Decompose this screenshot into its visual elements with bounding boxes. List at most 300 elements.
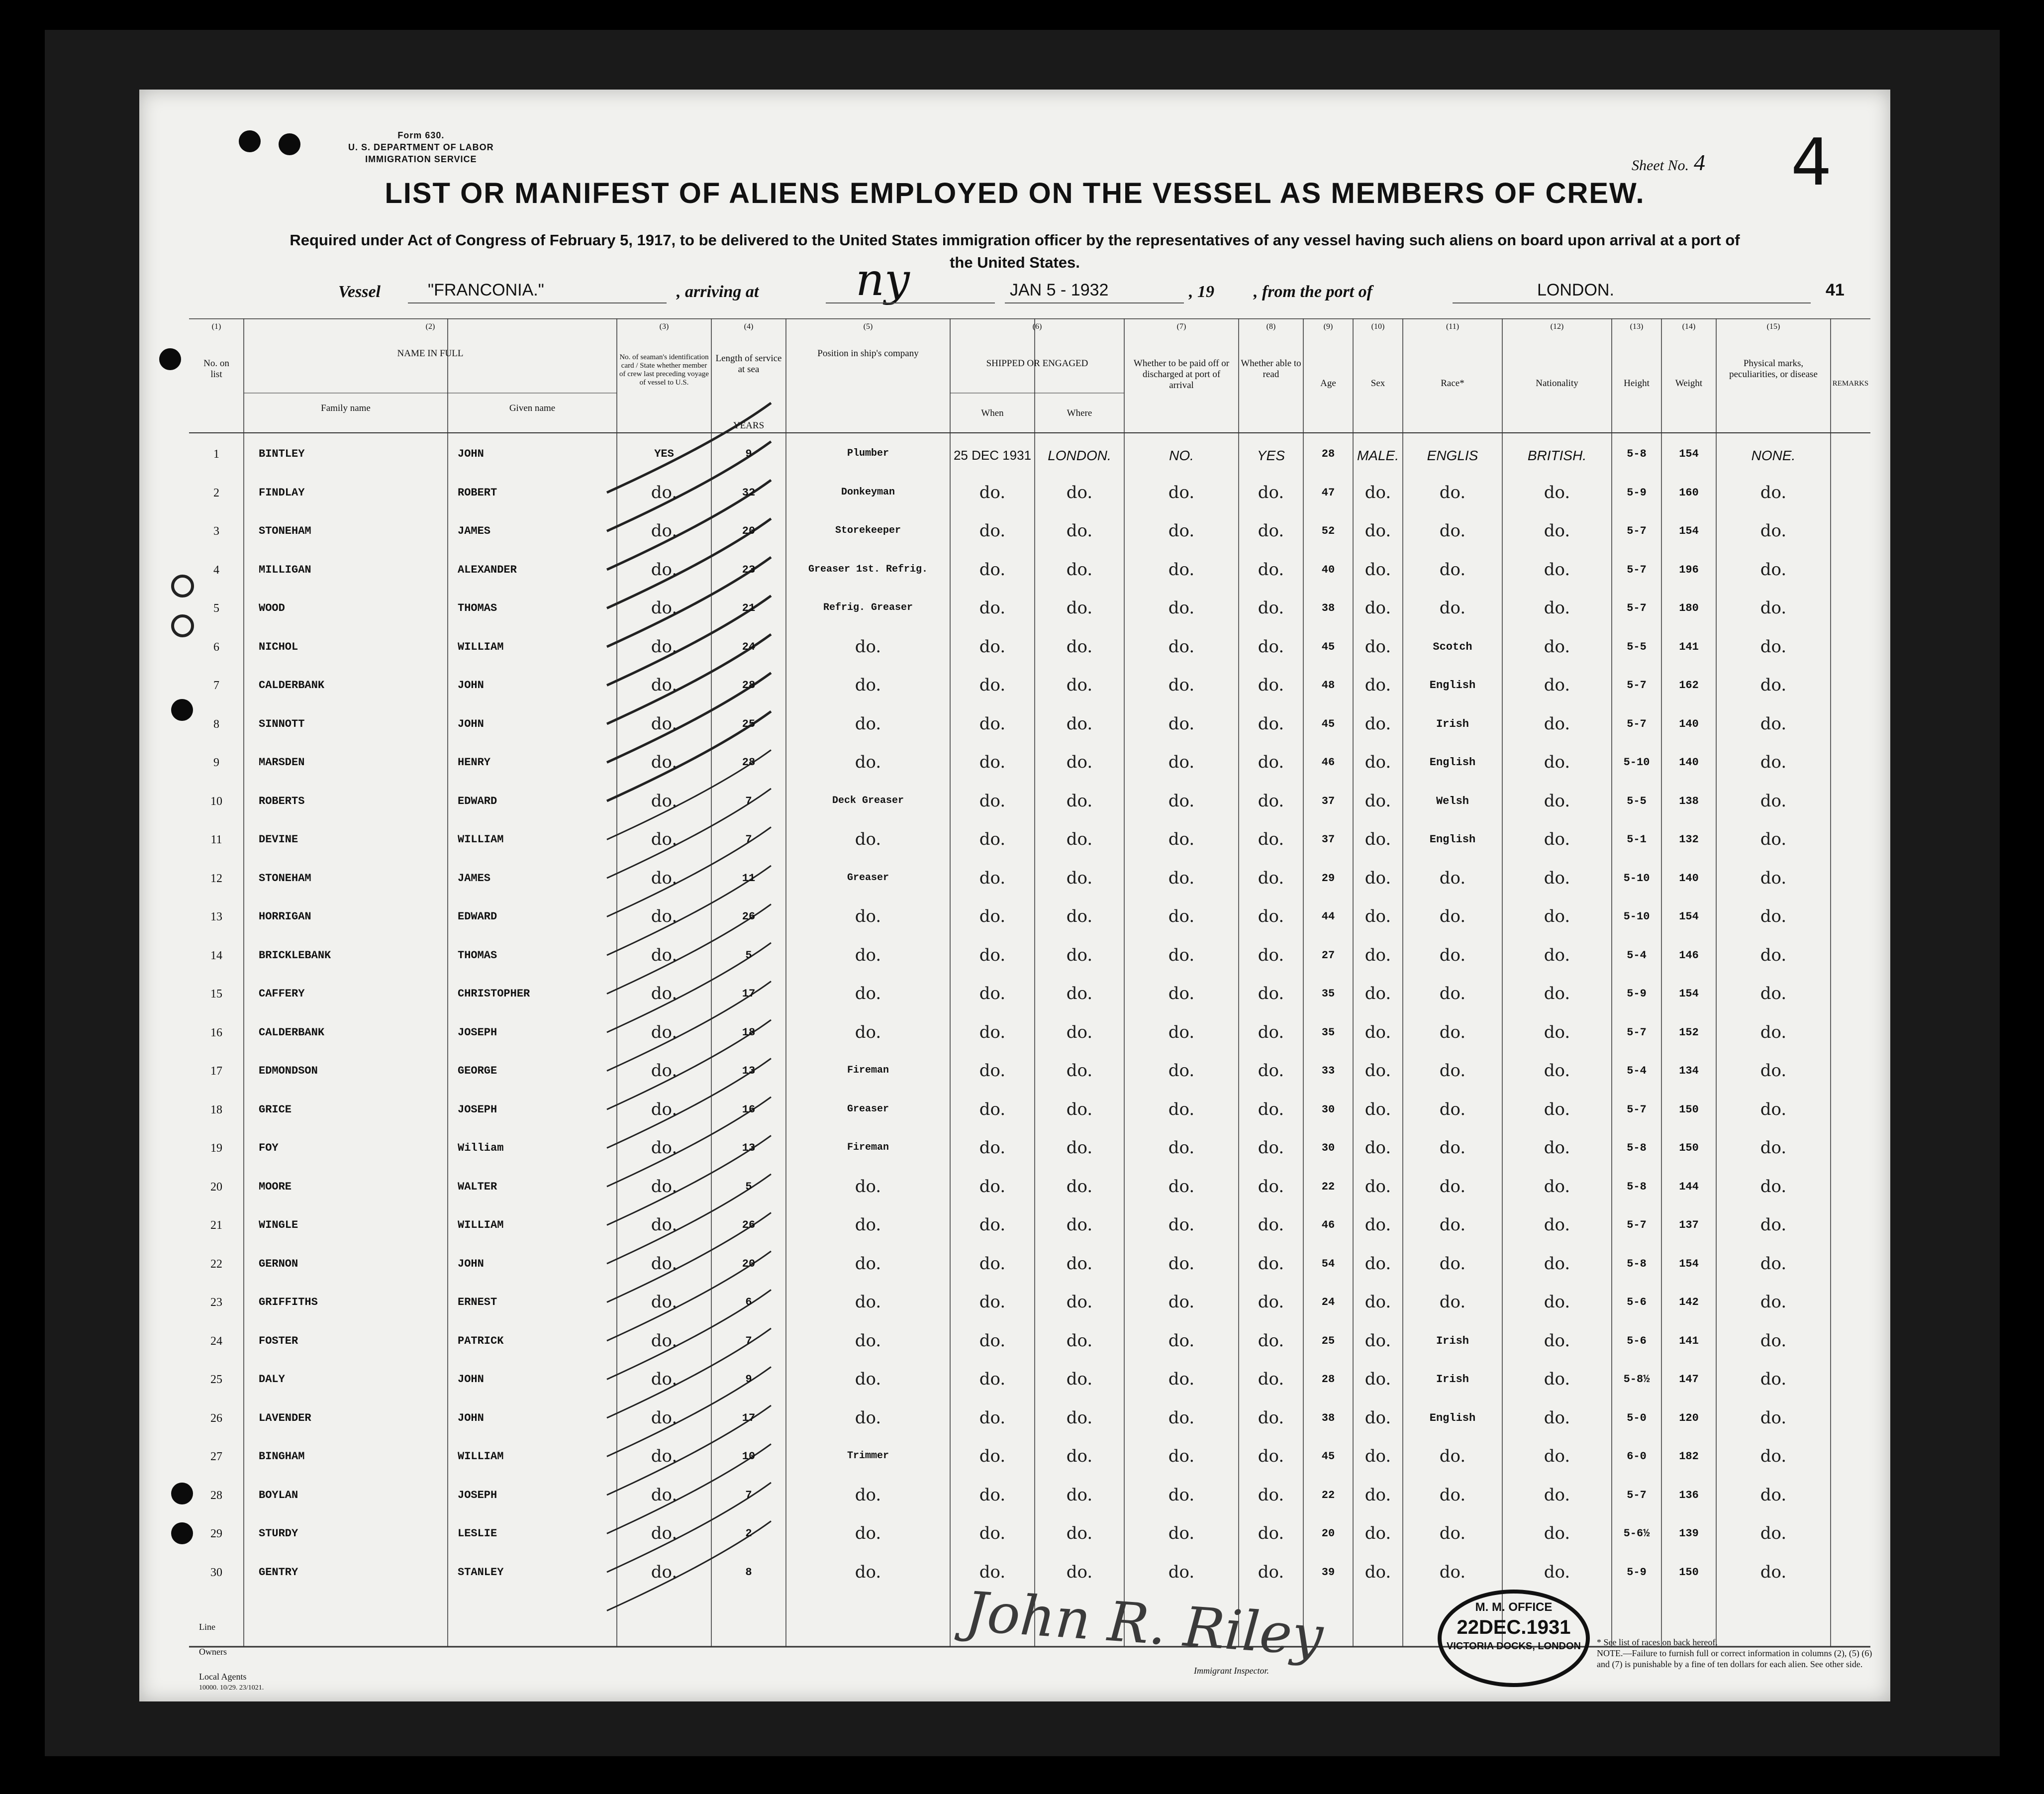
cell-weight: 182 bbox=[1679, 1450, 1699, 1463]
cell-weight: 141 bbox=[1679, 1334, 1699, 1347]
cell-service: 7 bbox=[745, 833, 752, 846]
cell-sex: do. bbox=[1364, 868, 1391, 888]
cell-when: do. bbox=[979, 598, 1006, 618]
cell-given-name: LESLIE bbox=[458, 1527, 497, 1540]
punch-hole bbox=[159, 348, 181, 370]
cell-weight: 196 bbox=[1679, 563, 1699, 576]
cell-where: do. bbox=[1066, 1099, 1093, 1119]
cell-read: do. bbox=[1258, 1099, 1284, 1119]
cell-given-name: THOMAS bbox=[458, 949, 497, 962]
footer-owners-label: Owners bbox=[199, 1647, 227, 1657]
cell-family-name: BRICKLEBANK bbox=[259, 949, 331, 962]
cell-weight: 134 bbox=[1679, 1065, 1699, 1077]
cell-where: do. bbox=[1066, 1292, 1093, 1312]
column-number: (5) bbox=[863, 322, 873, 331]
column-number: (6) bbox=[1032, 322, 1042, 331]
cell-sex: do. bbox=[1364, 984, 1391, 1003]
cell-col3: do. bbox=[651, 1253, 678, 1274]
cell-age: 33 bbox=[1321, 1065, 1335, 1077]
cell-col3: do. bbox=[651, 1022, 678, 1042]
cell-marks: do. bbox=[1760, 791, 1787, 811]
column-number: (13) bbox=[1630, 322, 1644, 331]
cell-service: 18 bbox=[742, 1026, 756, 1039]
cell-age: 52 bbox=[1321, 525, 1335, 537]
cell-given-name: JOHN bbox=[458, 1411, 484, 1424]
cell-position: do. bbox=[855, 1022, 881, 1042]
cell-race: ENGLIS bbox=[1427, 448, 1478, 463]
cell-race: do. bbox=[1439, 1022, 1466, 1042]
cell-service: 13 bbox=[742, 1142, 756, 1154]
cell-race: do. bbox=[1439, 598, 1466, 618]
cell-marks: do. bbox=[1760, 752, 1787, 772]
cell-marks: do. bbox=[1760, 1407, 1787, 1428]
cell-height: 5-7 bbox=[1627, 1103, 1647, 1116]
cell-marks: do. bbox=[1760, 984, 1787, 1003]
row-number: 5 bbox=[213, 602, 219, 615]
cell-marks: do. bbox=[1760, 1330, 1787, 1351]
cell-col3: do. bbox=[651, 1523, 678, 1543]
cell-height: 5-6 bbox=[1627, 1296, 1647, 1308]
cell-height: 5-9 bbox=[1627, 1566, 1647, 1579]
cell-height: 5-7 bbox=[1627, 563, 1647, 576]
cell-age: 28 bbox=[1321, 1373, 1335, 1386]
cell-nationality: do. bbox=[1544, 1022, 1570, 1042]
cell-sex: do. bbox=[1364, 1022, 1391, 1042]
cell-position: do. bbox=[855, 829, 881, 849]
cell-age: 45 bbox=[1321, 1450, 1335, 1463]
cell-when: 25 DEC 1931 bbox=[953, 448, 1032, 463]
cell-given-name: STANLEY bbox=[458, 1566, 504, 1579]
cell-col3: YES bbox=[654, 448, 674, 460]
row-number: 4 bbox=[213, 563, 219, 577]
cell-nationality: do. bbox=[1544, 1253, 1570, 1274]
row-number: 16 bbox=[210, 1026, 222, 1039]
cell-col3: do. bbox=[651, 906, 678, 926]
cell-read: do. bbox=[1258, 1253, 1284, 1274]
cell-nationality: do. bbox=[1544, 636, 1570, 657]
cell-paid-off: do. bbox=[1168, 713, 1195, 734]
cell-weight: 140 bbox=[1679, 717, 1699, 730]
cell-sex: do. bbox=[1364, 1485, 1391, 1505]
row-number: 23 bbox=[210, 1296, 222, 1309]
cell-sex: do. bbox=[1364, 1253, 1391, 1274]
cell-race: do. bbox=[1439, 945, 1466, 965]
cell-read: do. bbox=[1258, 984, 1284, 1003]
cell-read: do. bbox=[1258, 482, 1284, 502]
cell-sex: do. bbox=[1364, 1176, 1391, 1196]
cell-col3: do. bbox=[651, 1292, 678, 1312]
cell-read: do. bbox=[1258, 1330, 1284, 1351]
cell-marks: do. bbox=[1760, 1253, 1787, 1274]
footer-line-label: Line bbox=[199, 1622, 215, 1632]
cell-race: do. bbox=[1439, 906, 1466, 926]
cell-when: do. bbox=[979, 521, 1006, 541]
cell-col3: do. bbox=[651, 791, 678, 811]
cell-age: 30 bbox=[1321, 1103, 1335, 1116]
cell-marks: do. bbox=[1760, 1446, 1787, 1466]
cell-position: do. bbox=[855, 636, 881, 657]
cell-when: do. bbox=[979, 1176, 1006, 1196]
cell-col3: do. bbox=[651, 1562, 678, 1582]
cell-age: 35 bbox=[1321, 988, 1335, 1000]
cell-read: do. bbox=[1258, 945, 1284, 965]
cell-sex: do. bbox=[1364, 906, 1391, 926]
cell-read: do. bbox=[1258, 1562, 1284, 1582]
header-shipped: SHIPPED OR ENGAGED bbox=[986, 358, 1088, 369]
cell-where: do. bbox=[1066, 636, 1093, 657]
cell-weight: 154 bbox=[1679, 448, 1699, 460]
cell-weight: 142 bbox=[1679, 1296, 1699, 1308]
cell-weight: 147 bbox=[1679, 1373, 1699, 1386]
cell-weight: 160 bbox=[1679, 486, 1699, 499]
cell-sex: do. bbox=[1364, 1061, 1391, 1081]
cell-paid-off: do. bbox=[1168, 598, 1195, 618]
cell-given-name: JOHN bbox=[458, 717, 484, 730]
cell-sex: do. bbox=[1364, 752, 1391, 772]
cell-family-name: STONEHAM bbox=[259, 872, 311, 885]
cell-position: do. bbox=[855, 1176, 881, 1196]
cell-col3: do. bbox=[651, 945, 678, 965]
cell-family-name: GRICE bbox=[259, 1103, 292, 1116]
cell-where: do. bbox=[1066, 1176, 1093, 1196]
cell-age: 40 bbox=[1321, 563, 1335, 576]
cell-read: do. bbox=[1258, 1292, 1284, 1312]
cell-marks: do. bbox=[1760, 675, 1787, 695]
cell-when: do. bbox=[979, 1446, 1006, 1466]
cell-age: 46 bbox=[1321, 1219, 1335, 1231]
cell-sex: do. bbox=[1364, 829, 1391, 849]
cell-race: English bbox=[1429, 1411, 1476, 1424]
cell-age: 45 bbox=[1321, 717, 1335, 730]
cell-weight: 140 bbox=[1679, 756, 1699, 769]
cell-sex: do. bbox=[1364, 791, 1391, 811]
cell-race: do. bbox=[1439, 1061, 1466, 1081]
header-years: YEARS bbox=[733, 420, 765, 431]
cell-age: 29 bbox=[1321, 872, 1335, 885]
cell-family-name: GRIFFITHS bbox=[259, 1296, 318, 1308]
cell-read: do. bbox=[1258, 521, 1284, 541]
column-number: (3) bbox=[659, 322, 669, 331]
cell-age: 39 bbox=[1321, 1566, 1335, 1579]
cell-family-name: CAFFERY bbox=[259, 988, 305, 1000]
cell-nationality: do. bbox=[1544, 521, 1570, 541]
cell-paid-off: do. bbox=[1168, 906, 1195, 926]
cell-nationality: do. bbox=[1544, 829, 1570, 849]
cell-race: do. bbox=[1439, 1253, 1466, 1274]
cell-family-name: CALDERBANK bbox=[259, 679, 325, 692]
cell-position: Greaser bbox=[847, 1103, 889, 1115]
cell-where: do. bbox=[1066, 1369, 1093, 1389]
cell-read: do. bbox=[1258, 906, 1284, 926]
cell-marks: do. bbox=[1760, 1523, 1787, 1543]
cell-family-name: CALDERBANK bbox=[259, 1026, 325, 1039]
cell-where: do. bbox=[1066, 559, 1093, 580]
cell-position: Greaser 1st. Refrig. bbox=[808, 563, 928, 575]
row-number: 27 bbox=[210, 1450, 222, 1463]
cell-age: 48 bbox=[1321, 679, 1335, 692]
print-code: 10000. 10/29. 23/1021. bbox=[199, 1684, 264, 1692]
column-number: (11) bbox=[1446, 322, 1460, 331]
cell-when: do. bbox=[979, 713, 1006, 734]
cell-race: English bbox=[1429, 833, 1476, 846]
cell-given-name: JOSEPH bbox=[458, 1026, 497, 1039]
cell-read: do. bbox=[1258, 868, 1284, 888]
cell-read: do. bbox=[1258, 636, 1284, 657]
cell-col3: do. bbox=[651, 598, 678, 618]
row-number: 6 bbox=[213, 640, 219, 654]
cell-paid-off: do. bbox=[1168, 984, 1195, 1003]
cell-given-name: JAMES bbox=[458, 872, 491, 885]
cell-weight: 154 bbox=[1679, 910, 1699, 923]
cell-nationality: do. bbox=[1544, 1446, 1570, 1466]
cell-race: do. bbox=[1439, 984, 1466, 1003]
row-number: 3 bbox=[213, 525, 219, 538]
handwritten-sheet-mark: 4 bbox=[1791, 124, 1832, 200]
header-remarks: REMARKS bbox=[1832, 380, 1869, 388]
cell-read: do. bbox=[1258, 1176, 1284, 1196]
cell-given-name: WILLIAM bbox=[458, 1219, 504, 1231]
service-name: IMMIGRATION SERVICE bbox=[365, 154, 477, 164]
cell-nationality: do. bbox=[1544, 1061, 1570, 1081]
cell-read: do. bbox=[1258, 713, 1284, 734]
cell-race: do. bbox=[1439, 1138, 1466, 1158]
cell-family-name: GENTRY bbox=[259, 1566, 298, 1579]
cell-given-name: EDWARD bbox=[458, 910, 497, 923]
cell-height: 5-7 bbox=[1627, 1026, 1647, 1039]
cell-col3: do. bbox=[651, 713, 678, 734]
cell-when: do. bbox=[979, 482, 1006, 502]
cell-paid-off: do. bbox=[1168, 521, 1195, 541]
cell-race: do. bbox=[1439, 1215, 1466, 1235]
cell-read: do. bbox=[1258, 1407, 1284, 1428]
cell-nationality: do. bbox=[1544, 1176, 1570, 1196]
header-col3: No. of seaman's identification card / State whether member of crew last preceding voyage of vessel to U.S. bbox=[619, 353, 709, 387]
header-when: When bbox=[981, 408, 1004, 418]
footer-agents-label: Local Agents bbox=[199, 1672, 247, 1682]
cell-position: do. bbox=[855, 1215, 881, 1235]
cell-marks: do. bbox=[1760, 945, 1787, 965]
cell-given-name: JAMES bbox=[458, 525, 491, 537]
manifest-page bbox=[139, 90, 1890, 1701]
cell-read: do. bbox=[1258, 1446, 1284, 1466]
cell-where: do. bbox=[1066, 868, 1093, 888]
cell-given-name: JOHN bbox=[458, 1257, 484, 1270]
cell-where: LONDON. bbox=[1048, 448, 1111, 463]
cell-given-name: THOMAS bbox=[458, 602, 497, 614]
cell-sex: do. bbox=[1364, 598, 1391, 618]
cell-nationality: do. bbox=[1544, 1485, 1570, 1505]
cell-nationality: do. bbox=[1544, 791, 1570, 811]
cell-weight: 150 bbox=[1679, 1566, 1699, 1579]
cell-position: Fireman bbox=[847, 1065, 889, 1076]
cell-marks: do. bbox=[1760, 1562, 1787, 1582]
row-number: 30 bbox=[210, 1566, 222, 1579]
cell-when: do. bbox=[979, 1330, 1006, 1351]
cell-race: Irish bbox=[1436, 1373, 1469, 1386]
cell-age: 38 bbox=[1321, 602, 1335, 614]
cell-family-name: MILLIGAN bbox=[259, 563, 311, 576]
cell-height: 5-7 bbox=[1627, 1219, 1647, 1231]
cell-where: do. bbox=[1066, 906, 1093, 926]
cell-service: 7 bbox=[745, 795, 752, 807]
cell-family-name: ROBERTS bbox=[259, 795, 305, 807]
cell-age: 38 bbox=[1321, 1411, 1335, 1424]
cell-read: do. bbox=[1258, 1061, 1284, 1081]
cell-paid-off: do. bbox=[1168, 1369, 1195, 1389]
cell-paid-off: do. bbox=[1168, 752, 1195, 772]
cell-height: 5-6 bbox=[1627, 1334, 1647, 1347]
cell-weight: 150 bbox=[1679, 1142, 1699, 1154]
header-length-of-service: Length of service at sea bbox=[715, 353, 782, 375]
cell-race: Welsh bbox=[1436, 795, 1469, 807]
cell-height: 5-5 bbox=[1627, 640, 1647, 653]
row-number: 9 bbox=[213, 756, 219, 769]
cell-service: 25 bbox=[742, 717, 756, 730]
cell-given-name: WILLIAM bbox=[458, 833, 504, 846]
header-age: Age bbox=[1320, 378, 1336, 389]
cell-family-name: GERNON bbox=[259, 1257, 298, 1270]
cell-paid-off: do. bbox=[1168, 1523, 1195, 1543]
cell-marks: do. bbox=[1760, 1061, 1787, 1081]
cell-where: do. bbox=[1066, 1138, 1093, 1158]
cell-race: do. bbox=[1439, 521, 1466, 541]
cell-when: do. bbox=[979, 1369, 1006, 1389]
cell-age: 46 bbox=[1321, 756, 1335, 769]
crew-ledger bbox=[189, 318, 1870, 1652]
cell-age: 35 bbox=[1321, 1026, 1335, 1039]
cell-height: 5-7 bbox=[1627, 602, 1647, 614]
cell-col3: do. bbox=[651, 1099, 678, 1119]
cell-when: do. bbox=[979, 906, 1006, 926]
cell-position: do. bbox=[855, 1407, 881, 1428]
cell-family-name: HORRIGAN bbox=[259, 910, 311, 923]
cell-position: do. bbox=[855, 1523, 881, 1543]
header-name-in-full: NAME IN FULL bbox=[397, 348, 464, 359]
cell-nationality: do. bbox=[1544, 1407, 1570, 1428]
cell-height: 5-5 bbox=[1627, 795, 1647, 807]
cell-when: do. bbox=[979, 1485, 1006, 1505]
row-number: 20 bbox=[210, 1180, 222, 1194]
cell-weight: 132 bbox=[1679, 833, 1699, 846]
cell-when: do. bbox=[979, 868, 1006, 888]
row-number: 1 bbox=[213, 448, 219, 461]
footer-note bbox=[1597, 1637, 1875, 1670]
cell-when: do. bbox=[979, 1523, 1006, 1543]
cell-nationality: do. bbox=[1544, 1099, 1570, 1119]
cell-marks: do. bbox=[1760, 1215, 1787, 1235]
row-number: 8 bbox=[213, 717, 219, 731]
row-number: 29 bbox=[210, 1527, 222, 1540]
cell-service: 11 bbox=[742, 872, 756, 885]
row-number: 7 bbox=[213, 679, 219, 692]
cell-read: do. bbox=[1258, 1138, 1284, 1158]
cell-family-name: MARSDEN bbox=[259, 756, 305, 769]
cell-paid-off: do. bbox=[1168, 945, 1195, 965]
cell-nationality: do. bbox=[1544, 598, 1570, 618]
cell-service: 21 bbox=[742, 602, 756, 614]
row-number: 13 bbox=[210, 910, 222, 923]
cell-paid-off: do. bbox=[1168, 636, 1195, 657]
cell-service: 26 bbox=[742, 910, 756, 923]
stamp-office: M. M. OFFICE bbox=[1475, 1600, 1553, 1614]
cell-service: 28 bbox=[742, 756, 756, 769]
vessel-label: Vessel bbox=[338, 283, 381, 301]
cell-race: do. bbox=[1439, 1485, 1466, 1505]
cell-position: do. bbox=[855, 675, 881, 695]
cell-nationality: do. bbox=[1544, 906, 1570, 926]
cell-weight: 120 bbox=[1679, 1411, 1699, 1424]
cell-marks: do. bbox=[1760, 829, 1787, 849]
cell-col3: do. bbox=[651, 1215, 678, 1235]
cell-race: do. bbox=[1439, 1176, 1466, 1196]
cell-paid-off: do. bbox=[1168, 675, 1195, 695]
cell-when: do. bbox=[979, 752, 1006, 772]
cell-height: 5-8 bbox=[1627, 448, 1647, 460]
cell-weight: 138 bbox=[1679, 795, 1699, 807]
cell-nationality: do. bbox=[1544, 945, 1570, 965]
cell-age: 30 bbox=[1321, 1142, 1335, 1154]
cell-sex: do. bbox=[1364, 713, 1391, 734]
cell-given-name: ALEXANDER bbox=[458, 563, 517, 576]
cell-race: do. bbox=[1439, 559, 1466, 580]
cell-weight: 140 bbox=[1679, 872, 1699, 885]
cell-weight: 154 bbox=[1679, 1257, 1699, 1270]
cell-weight: 154 bbox=[1679, 988, 1699, 1000]
cell-family-name: DALY bbox=[259, 1373, 285, 1386]
cell-service: 9 bbox=[745, 448, 752, 460]
departure-port: LONDON. bbox=[1537, 281, 1614, 299]
cell-family-name: FINDLAY bbox=[259, 486, 305, 499]
arriving-label: , arriving at bbox=[677, 283, 759, 301]
cell-marks: do. bbox=[1760, 1138, 1787, 1158]
cell-nationality: BRITISH. bbox=[1527, 448, 1587, 463]
header-weight: Weight bbox=[1675, 378, 1703, 389]
cell-marks: do. bbox=[1760, 1369, 1787, 1389]
cell-where: do. bbox=[1066, 521, 1093, 541]
cell-service: 17 bbox=[742, 1411, 756, 1424]
cell-paid-off: do. bbox=[1168, 1292, 1195, 1312]
header-race: Race* bbox=[1441, 378, 1464, 389]
cell-paid-off: do. bbox=[1168, 1215, 1195, 1235]
cell-family-name: EDMONDSON bbox=[259, 1065, 318, 1077]
cell-nationality: do. bbox=[1544, 1369, 1570, 1389]
cell-sex: do. bbox=[1364, 1099, 1391, 1119]
cell-service: 32 bbox=[742, 486, 756, 499]
cell-weight: 180 bbox=[1679, 602, 1699, 614]
cell-given-name: JOHN bbox=[458, 1373, 484, 1386]
cell-where: do. bbox=[1066, 945, 1093, 965]
year-label: , 19 bbox=[1189, 283, 1214, 301]
column-number: (14) bbox=[1682, 322, 1696, 331]
cell-sex: do. bbox=[1364, 1292, 1391, 1312]
cell-where: do. bbox=[1066, 598, 1093, 618]
cell-when: do. bbox=[979, 829, 1006, 849]
header-given-name: Given name bbox=[509, 403, 556, 413]
cell-given-name: PATRICK bbox=[458, 1334, 504, 1347]
cell-family-name: STONEHAM bbox=[259, 525, 311, 537]
cell-sex: do. bbox=[1364, 559, 1391, 580]
cell-paid-off: do. bbox=[1168, 1407, 1195, 1428]
row-number: 25 bbox=[210, 1373, 222, 1386]
header-family-name: Family name bbox=[321, 403, 371, 413]
cell-sex: do. bbox=[1364, 675, 1391, 695]
cell-height: 5-8 bbox=[1627, 1257, 1647, 1270]
cell-when: do. bbox=[979, 1061, 1006, 1081]
cell-paid-off: do. bbox=[1168, 1446, 1195, 1466]
cell-marks: do. bbox=[1760, 482, 1787, 502]
cell-read: do. bbox=[1258, 829, 1284, 849]
cell-height: 5-9 bbox=[1627, 486, 1647, 499]
